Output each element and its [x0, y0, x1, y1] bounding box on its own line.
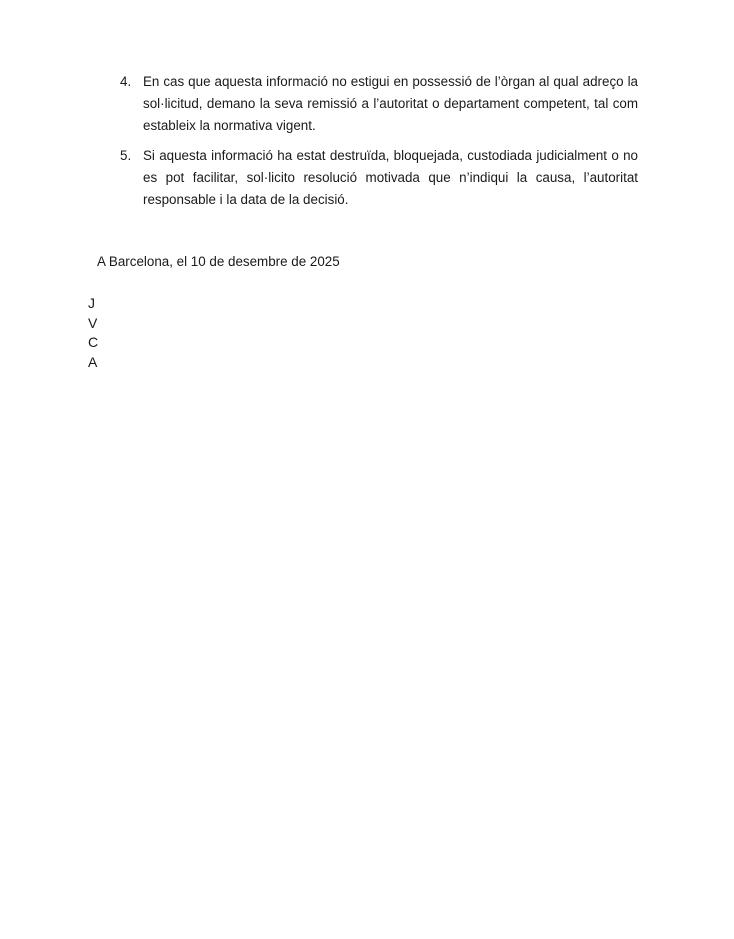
- list-item-text: Si aquesta informació ha estat destruïda, bloquejada, custodiada judicialment o no es pot facilitar, sol·licito resolució motivada que n’indiqui la causa, l’autoritat responsable i la data de la decisió.: [143, 148, 638, 207]
- numbered-list: [118, 71, 638, 219]
- list-item-text: En cas que aquesta informació no estigui en possessió de l’òrgan al qual adreço la sol·licitud, demano la seva remissió a l’autoritat o departament competent, tal com estableix la normativa vigent.: [143, 74, 638, 133]
- truncated-line: V: [88, 314, 98, 331]
- truncated-signature-block: [88, 294, 99, 372]
- place-and-date: A Barcelona, el 10 de desembre de 2025: [97, 254, 340, 269]
- list-item: [118, 71, 638, 137]
- list-item-number: 4.: [120, 74, 132, 89]
- list-item-number: 5.: [120, 148, 132, 163]
- truncated-line: J: [88, 295, 95, 311]
- truncated-line: A: [88, 353, 98, 370]
- list-item: [118, 145, 638, 211]
- truncated-line: C: [88, 334, 99, 350]
